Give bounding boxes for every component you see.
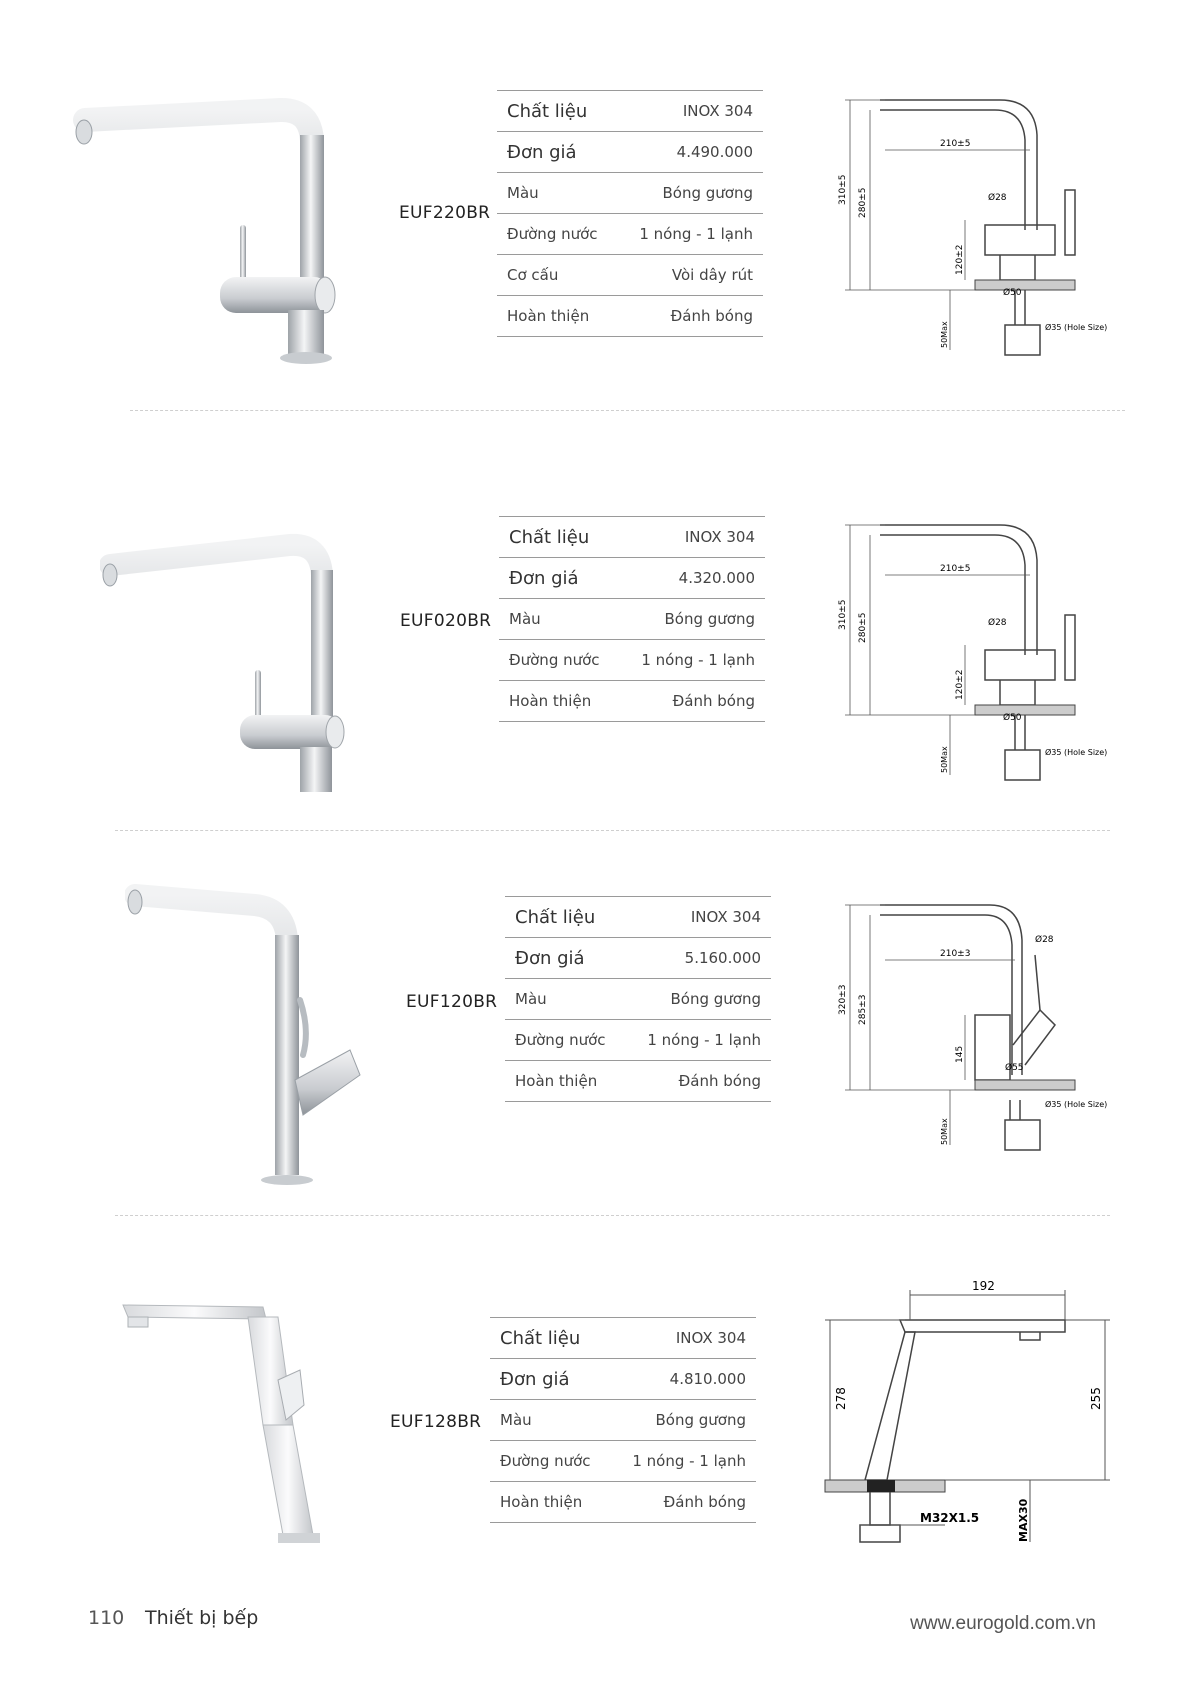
spec-key: Đường nước <box>497 214 617 255</box>
spec-key: Đơn giá <box>497 132 617 173</box>
spec-key: Đường nước <box>505 1020 625 1061</box>
spec-row <box>497 296 763 337</box>
spec-value: Đánh bóng <box>610 1482 756 1523</box>
dim-hole-size: Ø35 (Hole Size) <box>1045 323 1108 332</box>
separator <box>115 1215 1110 1216</box>
spec-row <box>505 979 771 1020</box>
spec-value: Bóng gương <box>625 979 771 1020</box>
dim-reach: 210±3 <box>940 949 971 959</box>
spec-key: Màu <box>499 599 619 640</box>
product-euf120br <box>0 870 1190 1210</box>
spec-value: 4.490.000 <box>617 132 763 173</box>
spec-key: Đơn giá <box>499 558 619 599</box>
separator <box>130 410 1125 411</box>
spec-key: Đường nước <box>499 640 619 681</box>
product-code: EUF220BR <box>399 203 491 223</box>
spec-value: 5.160.000 <box>625 938 771 979</box>
product-code: EUF020BR <box>400 611 492 631</box>
spec-table <box>497 90 763 337</box>
spec-table <box>499 516 765 722</box>
spec-value: 4.810.000 <box>610 1359 756 1400</box>
spec-row <box>497 132 763 173</box>
dim-diameter-base: Ø50 <box>1003 288 1022 298</box>
spec-table <box>490 1317 756 1523</box>
spec-key: Đơn giá <box>505 938 625 979</box>
product-code: EUF128BR <box>390 1412 482 1432</box>
dim-diameter-top: Ø28 <box>988 618 1007 628</box>
dim-max-thickness: 50Max <box>940 321 949 348</box>
spec-value: 1 nóng - 1 lạnh <box>617 214 763 255</box>
spec-value: 1 nóng - 1 lạnh <box>610 1441 756 1482</box>
spec-value: Bóng gương <box>610 1400 756 1441</box>
dim-height-spout: 255 <box>1089 1387 1103 1410</box>
spec-key: Chất liệu <box>497 91 617 132</box>
spec-row <box>499 599 765 640</box>
dim-max-thickness: 50Max <box>940 746 949 773</box>
spec-value: INOX 304 <box>617 91 763 132</box>
technical-drawing <box>825 90 1125 365</box>
dim-height-lever: 120±2 <box>955 669 965 700</box>
dim-height-total: 320±3 <box>838 984 848 1015</box>
spec-row <box>490 1400 756 1441</box>
spec-key: Màu <box>497 173 617 214</box>
technical-drawing <box>825 515 1125 790</box>
dim-height-total: 310±5 <box>838 174 848 205</box>
dim-reach: 210±5 <box>940 564 971 574</box>
separator <box>115 830 1110 831</box>
spec-row <box>497 214 763 255</box>
spec-key: Chất liệu <box>499 517 619 558</box>
spec-row <box>490 1318 756 1359</box>
spec-table <box>505 896 771 1102</box>
spec-row <box>505 938 771 979</box>
dim-height-lever: 120±2 <box>955 244 965 275</box>
website-url: www.eurogold.com.vn <box>910 1613 1096 1634</box>
product-euf220br <box>0 0 1190 410</box>
spec-key: Đường nước <box>490 1441 610 1482</box>
spec-key: Hoàn thiện <box>505 1061 625 1102</box>
spec-value: INOX 304 <box>619 517 765 558</box>
dim-diameter-base: Ø50 <box>1003 713 1022 723</box>
product-code: EUF120BR <box>406 992 498 1012</box>
page-number: 110 <box>88 1607 125 1629</box>
spec-value: Đánh bóng <box>617 296 763 337</box>
spec-row <box>499 517 765 558</box>
spec-row <box>497 255 763 296</box>
spec-value: Bóng gương <box>619 599 765 640</box>
spec-row <box>497 91 763 132</box>
dim-hole-size: Ø35 (Hole Size) <box>1045 1100 1108 1109</box>
faucet-photo <box>70 95 370 365</box>
spec-key: Chất liệu <box>490 1318 610 1359</box>
spec-row <box>505 897 771 938</box>
spec-row <box>505 1020 771 1061</box>
faucet-photo <box>125 880 375 1190</box>
spec-value: Đánh bóng <box>625 1061 771 1102</box>
spec-row <box>499 640 765 681</box>
dim-height-total: 310±5 <box>838 599 848 630</box>
spec-key: Màu <box>505 979 625 1020</box>
dim-reach: 192 <box>972 1280 995 1293</box>
dim-height-spout: 280±5 <box>858 187 868 218</box>
spec-key: Hoàn thiện <box>497 296 617 337</box>
spec-row <box>505 1061 771 1102</box>
faucet-photo <box>100 525 360 795</box>
spec-key: Đơn giá <box>490 1359 610 1400</box>
spec-row <box>499 558 765 599</box>
spec-value: 1 nóng - 1 lạnh <box>625 1020 771 1061</box>
dim-diameter-top: Ø28 <box>1035 935 1054 945</box>
spec-value: INOX 304 <box>610 1318 756 1359</box>
dim-height-spout: 280±5 <box>858 612 868 643</box>
product-euf128br <box>0 1280 1190 1580</box>
spec-value: Bóng gương <box>617 173 763 214</box>
dim-height-spout: 285±3 <box>858 994 868 1025</box>
dim-thread: M32X1.5 <box>920 1511 980 1525</box>
technical-drawing <box>825 895 1125 1170</box>
spec-key: Cơ cấu <box>497 255 617 296</box>
spec-key: Chất liệu <box>505 897 625 938</box>
dim-diameter-top: Ø28 <box>988 193 1007 203</box>
spec-row <box>490 1359 756 1400</box>
technical-drawing <box>815 1280 1135 1555</box>
spec-row <box>497 173 763 214</box>
spec-row <box>499 681 765 722</box>
spec-value: Vòi dây rút <box>617 255 763 296</box>
spec-value: INOX 304 <box>625 897 771 938</box>
spec-value: 1 nóng - 1 lạnh <box>619 640 765 681</box>
spec-key: Hoàn thiện <box>490 1482 610 1523</box>
faucet-photo <box>118 1295 358 1555</box>
dim-diameter-base: Ø55 <box>1005 1063 1024 1073</box>
section-title: Thiết bị bếp <box>145 1607 259 1629</box>
spec-value: Đánh bóng <box>619 681 765 722</box>
product-euf020br <box>0 510 1190 830</box>
dim-reach: 210±5 <box>940 139 971 149</box>
dim-height-lever: 145 <box>955 1045 965 1063</box>
dim-height-total: 278 <box>834 1387 848 1410</box>
spec-row <box>490 1441 756 1482</box>
dim-max-thickness: MAX30 <box>1017 1498 1030 1542</box>
dim-hole-size: Ø35 (Hole Size) <box>1045 748 1108 757</box>
spec-key: Hoàn thiện <box>499 681 619 722</box>
spec-value: 4.320.000 <box>619 558 765 599</box>
dim-max-thickness: 50Max <box>940 1118 949 1145</box>
spec-row <box>490 1482 756 1523</box>
spec-key: Màu <box>490 1400 610 1441</box>
